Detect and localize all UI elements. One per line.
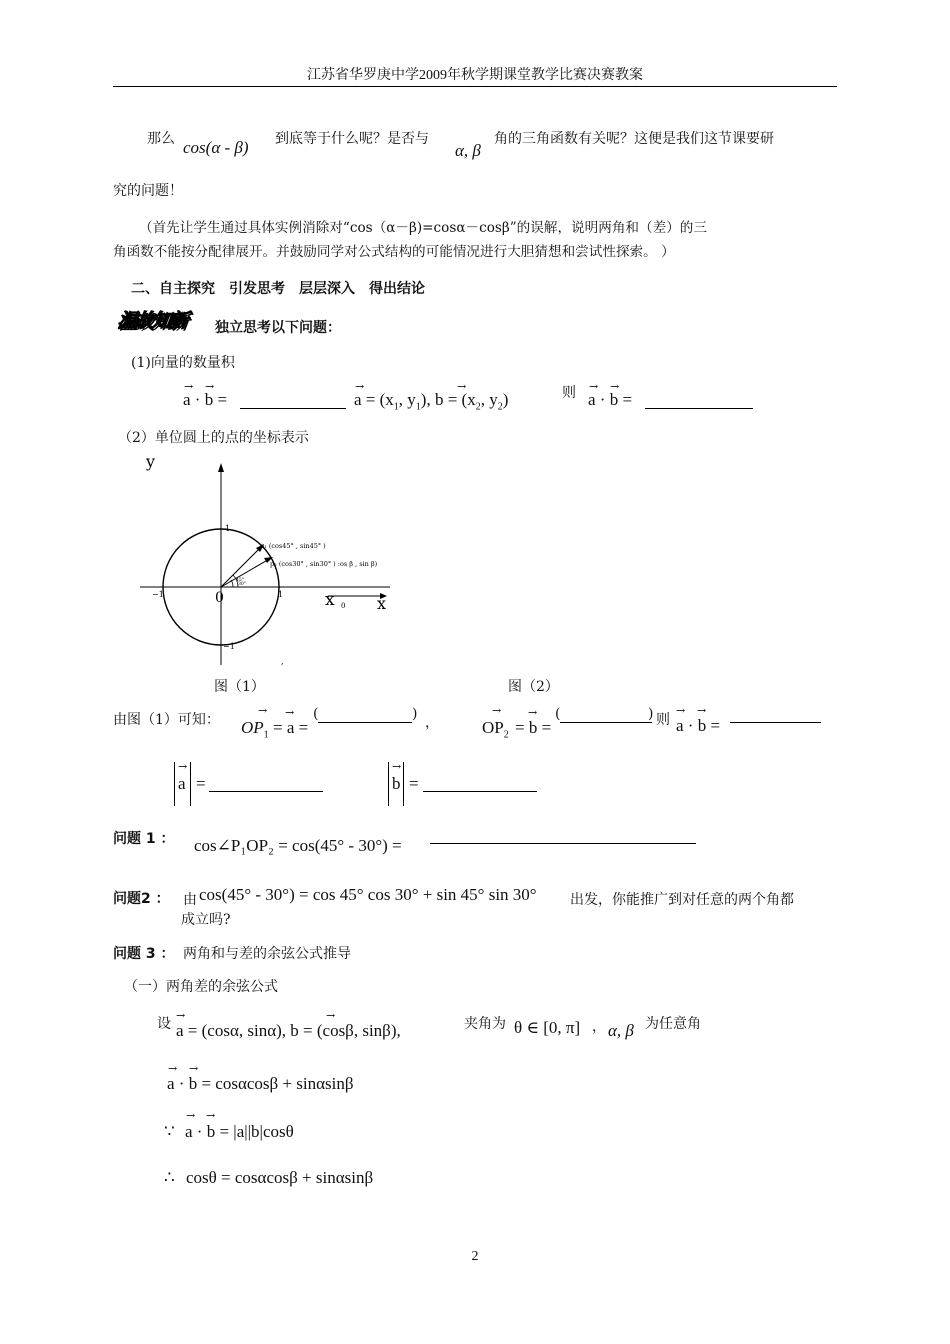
fig-tick-yneg1: −1 — [223, 642, 235, 651]
question2-text-c: 成立吗? — [181, 912, 231, 928]
page-header: 江苏省华罗庚中学2009年秋学期课堂教学比赛决赛教案 — [307, 68, 643, 83]
question2-text-a: 由 — [183, 892, 197, 908]
from-fig-text: 由图（1）可知： — [113, 712, 220, 728]
vec-arrow-icon: → — [186, 1109, 196, 1122]
op2-sub: 2 — [503, 729, 509, 741]
unit-circle-figure — [140, 455, 400, 670]
sub1-arbitrary: 为任意角 — [645, 1016, 701, 1032]
vec-arrow-icon: → — [189, 1062, 199, 1075]
vec-arrow-icon: → — [184, 380, 194, 393]
mag-a: a — [178, 774, 186, 793]
vec-arrow-icon: → — [589, 380, 599, 393]
intro-text-2: 到底等于什么呢？是否与 — [275, 131, 429, 147]
q1-formula-dot — [183, 390, 227, 410]
q1-coords-part1: a = (x — [354, 390, 394, 409]
paren-close: ) — [412, 706, 418, 722]
then-text: 则 — [656, 712, 670, 728]
op2-equals: = b = — [515, 718, 552, 737]
sub1-angle-text: 夹角为 — [464, 1016, 506, 1032]
q1-blank-2[interactable] — [645, 408, 753, 409]
sub1-theta: θ ∈ [0, π] — [514, 1018, 581, 1037]
intro-math-1: cos(α - β) — [183, 138, 249, 157]
fig-tick-neg1: −1 — [152, 590, 164, 599]
intro-math-2: α, β — [455, 141, 481, 160]
section-heading: 二、自主探究 引发思考 层层深入 得出结论 — [131, 281, 425, 297]
op1-vector — [241, 718, 269, 740]
intro-note-line1: （首先让学生通过具体实例消除对“cos（α－β)=cosα－cosβ”的误解，说明两角和（差）的三 — [139, 220, 707, 236]
vec-arrow-icon: → — [676, 704, 686, 717]
question2-label: 问题2 ： — [113, 891, 170, 907]
figure-caption-2: 图（2） — [508, 679, 559, 695]
op1-sub: 1 — [263, 729, 269, 741]
ab-blank[interactable] — [730, 722, 821, 723]
vec-arrow-icon: → — [205, 380, 215, 393]
paren-open: ( — [313, 706, 319, 722]
sub1-label: （一）两角差的余弦公式 — [124, 979, 278, 995]
question1-formula: cos∠P₁OP₂ = cos(45° - 30°) = — [194, 836, 402, 855]
sub1-line3: cosθ = cosαcosβ + sinαsinβ — [186, 1168, 374, 1187]
q1-sub3: 2 — [475, 401, 481, 413]
question3-label: 问题 3 ： — [113, 946, 175, 962]
vec-arrow-icon: → — [355, 380, 365, 393]
vec-arrow-icon: → — [176, 1009, 186, 1022]
op1-equals: = a = — [273, 718, 309, 737]
ab-product: a · b = — [676, 716, 721, 735]
q1-sub2: 1 — [415, 401, 421, 413]
question1-blank[interactable] — [430, 843, 696, 844]
op2-text: OP — [482, 718, 504, 737]
q1-sub1: 1 — [393, 401, 399, 413]
y-axis-arrow-icon — [218, 463, 224, 472]
vec-arrow-icon: → — [258, 704, 268, 717]
abs-bar — [388, 762, 389, 806]
mag-a-blank[interactable] — [209, 791, 323, 792]
vec-arrow-icon: → — [457, 380, 467, 393]
fig-x-label-2: x — [377, 594, 387, 613]
question2-text-b: 出发，你能推广到对任意的两个角都 — [570, 892, 794, 908]
fig-angle-label: 45° — [236, 578, 244, 583]
paren-close: ) — [648, 706, 654, 722]
mag-b: b — [392, 774, 401, 793]
intro-text-4: 究的问题！ — [113, 183, 183, 199]
abs-bar — [403, 762, 404, 806]
question2-formula: cos(45° - 30°) = cos 45° cos 30° + sin 45° sin 30° — [199, 885, 537, 904]
intro-note-line2: 角函数不能按分配律展开。并鼓励同学对公式结构的可能情况进行大胆猜想和尝试性探索。 ） — [113, 244, 675, 260]
fig-origin: 0 — [215, 590, 224, 606]
q1-label: (1)向量的数量积 — [131, 355, 235, 371]
q2-label: （2）单位圆上的点的坐标表示 — [118, 430, 309, 446]
q1-formula-c: a · b = — [588, 390, 633, 409]
fig-tick-pos1: 1 — [278, 590, 284, 599]
vec-arrow-icon: → — [206, 1109, 216, 1122]
fig-tick-y1: 1 — [225, 524, 231, 533]
q1-coords-part4: , y — [480, 390, 498, 409]
question1-label: 问题 1 ： — [113, 831, 175, 847]
q1-sub4: 2 — [497, 401, 503, 413]
sub1-line1: a · b = cosαcosβ + sinαsinβ — [167, 1074, 354, 1093]
op2-blank[interactable] — [560, 722, 652, 723]
vec-arrow-icon: → — [697, 704, 707, 717]
q1-formula-a: a · b = — [183, 390, 228, 409]
figure-caption-1: 图（1） — [214, 679, 265, 695]
vec-arrow-icon: → — [168, 1062, 178, 1075]
sub1-formula: a = (cosα, sinα), b = (cosβ, sinβ), — [176, 1021, 401, 1040]
vec-arrow-icon: → — [326, 1009, 336, 1022]
fig-x-label: x — [325, 590, 335, 610]
sub1-let: 设 — [157, 1016, 171, 1032]
fig-angle-label: 30° — [238, 582, 246, 587]
mag-eq: = — [409, 774, 419, 793]
vec-arrow-icon: → — [528, 706, 538, 719]
op1-blank[interactable] — [318, 722, 412, 723]
page-number: 2 — [471, 1249, 479, 1264]
abs-bar — [190, 762, 191, 806]
question3-text: 两角和与差的余弦公式推导 — [183, 946, 351, 962]
q1-coords-part2: , y — [398, 390, 416, 409]
sub1-therefore: ∴ — [164, 1168, 175, 1187]
op1-text: OP — [241, 718, 264, 737]
abs-bar — [174, 762, 175, 806]
fig-dot-mark: , — [281, 657, 284, 666]
q1-coords-part5: ) — [502, 390, 509, 409]
sub1-line2: a · b = |a||b|cosθ — [185, 1122, 294, 1141]
vec-arrow-icon: → — [492, 704, 502, 717]
comma: ， — [425, 715, 439, 731]
paren-open: ( — [555, 706, 561, 722]
sub1-because: ∵ — [164, 1122, 175, 1141]
header-rule — [113, 86, 837, 87]
mag-eq: = — [196, 774, 206, 793]
badge-caption: 独立思考以下问题： — [215, 320, 341, 336]
badge-review: 温故知新 — [116, 310, 188, 332]
sub1-alpha-beta: α, β — [608, 1021, 634, 1040]
sub1-comma: ， — [592, 1019, 606, 1035]
intro-text-1: 那么 — [147, 131, 175, 147]
vec-arrow-icon: → — [392, 760, 402, 773]
angle-arc — [231, 580, 233, 587]
vec-arrow-icon: → — [610, 380, 620, 393]
fig-p2-label: p₂ (cos30° , sin30° ) :os β , sin β) — [270, 560, 378, 568]
q1-coords-part3: ), b = (x — [420, 390, 476, 409]
vec-arrow-icon: → — [285, 706, 295, 719]
vec-arrow-icon: → — [178, 760, 188, 773]
fig-x-sub: 0 — [341, 602, 346, 610]
mag-b-blank[interactable] — [423, 791, 537, 792]
intro-text-3: 角的三角函数有关呢？这便是我们这节课要研 — [494, 131, 774, 147]
fig-p1-label: p₁ (cos45° , sin45° ) — [260, 542, 326, 550]
q1-then: 则 — [562, 385, 576, 401]
q1-blank-1[interactable] — [240, 408, 346, 409]
q1-formula-coords — [354, 390, 508, 412]
fig-y-label: y — [146, 455, 156, 471]
op2-vector — [482, 718, 509, 740]
